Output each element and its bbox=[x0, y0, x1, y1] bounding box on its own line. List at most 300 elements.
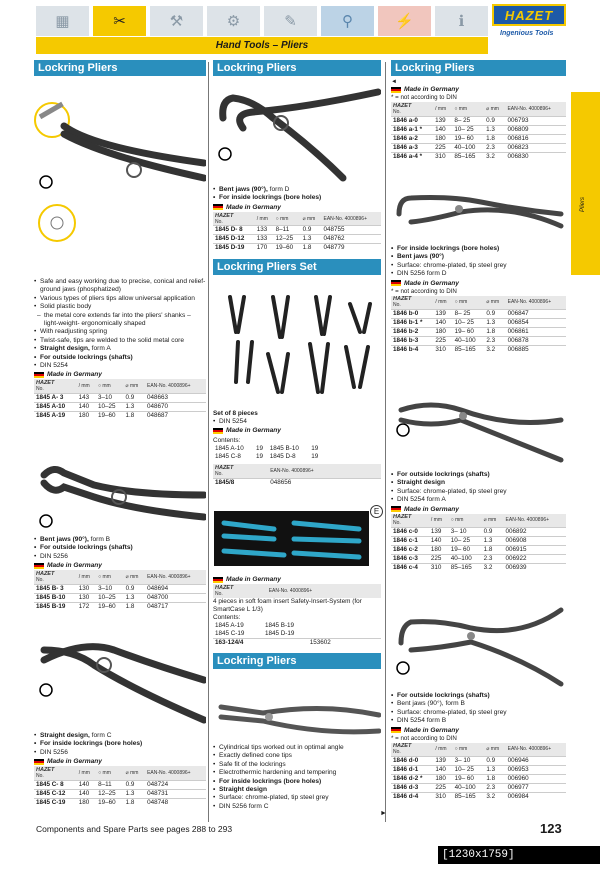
col2-form-d bbox=[213, 186, 381, 278]
table-cell: 19–60 bbox=[274, 244, 301, 253]
made-in-germany: Made in Germany bbox=[391, 505, 566, 514]
table-cell: 1845 A-19 bbox=[34, 411, 77, 420]
table-cell: 139 bbox=[433, 310, 452, 319]
table-row bbox=[391, 346, 566, 355]
table-cell: 1.3 bbox=[484, 319, 505, 328]
col3-c bbox=[391, 471, 566, 572]
table-cell: 180 bbox=[433, 775, 452, 784]
table-cell: 1846 d-0 bbox=[391, 757, 433, 766]
table-cell: 1846 d-3 bbox=[391, 784, 433, 793]
table-row bbox=[391, 766, 566, 775]
table-cell: 1845 C-19 bbox=[34, 798, 77, 807]
circle-e-badge: E bbox=[370, 505, 383, 518]
table-cell: 1.8 bbox=[124, 411, 145, 420]
table-cell: 85–165 bbox=[452, 152, 484, 161]
table-row bbox=[34, 593, 206, 602]
table-1846-a: HAZET No. / mm ○ mm ⌀ mm EAN-No. 4000896+ 1846 a-0 139 8– 25 0.9 006793 1846 a-1 * 140 10– 25 1.3 006809 1846 a-2 180 19– 60 1.8 006816 1846 a-3 225 40–100 2.3 006823 1846 a-4 * 310 85–165 3.2 006830 bbox=[391, 102, 566, 161]
table-form-a: HAZET No. / mm ○ mm ⌀ mm EAN-No. 4000896+ 1845 A- 3 143 3–10 0.9 048663 1845 A-10 140 10–25 1.3 048670 1845 A-19 180 19–60 1.8 048687 bbox=[34, 379, 206, 420]
table-cell: 0.9 bbox=[301, 226, 322, 235]
plier-1846-b-image bbox=[391, 184, 566, 242]
table-row bbox=[391, 125, 566, 134]
table-row bbox=[34, 584, 206, 593]
table-cell: 180 bbox=[77, 411, 96, 420]
col1-desc bbox=[34, 278, 206, 420]
table-cell: 006984 bbox=[506, 793, 566, 802]
table-row bbox=[391, 775, 566, 784]
bullet: • For outside lockrings (shafts) bbox=[391, 692, 566, 700]
bullet: • DIN 5254 bbox=[213, 418, 381, 426]
table-cell: 10– 25 bbox=[449, 537, 482, 546]
table-cell: 139 bbox=[429, 528, 449, 537]
table-cell: 3– 10 bbox=[453, 757, 485, 766]
table-cell: 3–10 bbox=[96, 584, 124, 593]
table-cell: 006861 bbox=[506, 328, 566, 337]
table-row bbox=[391, 152, 566, 161]
table-cell: 3.2 bbox=[482, 564, 504, 573]
table-cell: 3.2 bbox=[484, 152, 505, 161]
col1-form-b bbox=[34, 536, 206, 611]
table-row bbox=[391, 793, 566, 802]
table-1846-b: HAZET No. / mm ○ mm ⌀ mm EAN-No. 4000896+ 1846 b-0 139 8– 25 0.9 006847 1846 b-1 * 140 10– 25 1.3 006854 1846 b-2 180 19– 60 1.8 006861 1846 b-3 225 40–100 2.3 006878 1846 b-4 310 85–165 3.2 006885 bbox=[391, 296, 566, 355]
col1-form-c bbox=[34, 732, 206, 807]
foam-header: HAZET No. EAN-No. 4000896+ bbox=[213, 584, 381, 598]
table-cell: 1845 C- 8 bbox=[34, 780, 77, 789]
table-cell: 225 bbox=[433, 337, 452, 346]
bullet: • For inside lockrings (bore holes) bbox=[391, 245, 566, 253]
side-tab bbox=[571, 92, 600, 275]
table-cell: 140 bbox=[77, 780, 96, 789]
bullet: • Solid plastic body bbox=[34, 303, 206, 311]
table-cell: 006816 bbox=[505, 134, 566, 143]
table-row bbox=[34, 393, 206, 402]
table-cell: 0.9 bbox=[484, 757, 505, 766]
din-note: * = not according to DIN bbox=[391, 734, 457, 742]
bullet: • Surface: chrome-plated, tip steel grey bbox=[391, 709, 566, 717]
bullet: • For inside lockrings (bore holes) bbox=[213, 194, 381, 202]
tools-icon[interactable]: ⚙ bbox=[207, 6, 260, 36]
table-cell: 006854 bbox=[506, 319, 566, 328]
back-arrow-icon: ◄ bbox=[391, 79, 397, 85]
table-cell: 2.3 bbox=[484, 784, 505, 793]
table-cell: 1845 D-19 bbox=[213, 244, 255, 253]
table-cell: 140 bbox=[429, 537, 449, 546]
table-cell: 310 bbox=[433, 152, 452, 161]
table-cell: 1846 a-4 * bbox=[391, 152, 433, 161]
bullet: • For outside lockrings (shafts) bbox=[34, 354, 206, 362]
table-cell: 1846 a-3 bbox=[391, 143, 433, 152]
table-cell: 310 bbox=[433, 346, 452, 355]
table-cell: 10–25 bbox=[96, 593, 124, 602]
table-cell: 1846 a-2 bbox=[391, 134, 433, 143]
table-cell: 048670 bbox=[145, 402, 206, 411]
col2-foam bbox=[213, 575, 381, 672]
table-row bbox=[34, 780, 206, 789]
foam-table: 163-124/4 153602 bbox=[213, 638, 381, 647]
bullet: • Straight design bbox=[391, 479, 566, 487]
table-cell: 006885 bbox=[506, 346, 566, 355]
bullet: • With readjusting spring bbox=[34, 328, 206, 336]
col3-d bbox=[391, 692, 566, 801]
table-cell: 19–60 bbox=[96, 798, 124, 807]
table-cell: 006878 bbox=[506, 337, 566, 346]
table-cell: 1.3 bbox=[482, 537, 504, 546]
table-cell: 19–60 bbox=[96, 602, 124, 611]
table-cell: 0.9 bbox=[482, 528, 504, 537]
bullet: • For inside lockrings (bore holes) bbox=[213, 778, 381, 786]
made-in-germany: Made in Germany bbox=[391, 726, 566, 735]
table-cell: 048755 bbox=[322, 226, 382, 235]
col2-set bbox=[213, 410, 381, 487]
table-cell: 1845 B-10 bbox=[34, 593, 77, 602]
table-row bbox=[34, 602, 206, 611]
table-row bbox=[391, 143, 566, 152]
table-cell: 006892 bbox=[504, 528, 566, 537]
table-row bbox=[391, 546, 566, 555]
table-row bbox=[391, 337, 566, 346]
table-cell: 12–25 bbox=[96, 789, 124, 798]
table-cell: 006960 bbox=[506, 775, 566, 784]
germany-flag-icon bbox=[391, 727, 401, 733]
bullet: • Surface: chrome-plated, tip steel grey bbox=[391, 262, 566, 270]
table-cell: 006809 bbox=[505, 125, 566, 134]
table-1846-c: HAZET No. / mm ○ mm ⌀ mm EAN-No. 4000896+ 1846 c-0 139 3– 10 0.9 006892 1846 c-1 140 10– 25 1.3 006908 1846 c-2 180 19– 60 1.8 006915 1846 c-3 225 40–100 2.3 006922 1846 c-4 310 85–165 3.2 006939 bbox=[391, 514, 566, 573]
drawer-icon[interactable]: ▦ bbox=[36, 6, 89, 36]
table-cell: 006939 bbox=[504, 564, 566, 573]
table-cell: 006915 bbox=[504, 546, 566, 555]
table-cell: 180 bbox=[429, 546, 449, 555]
made-in-germany: Made in Germany bbox=[213, 575, 381, 584]
plier-1846-c-image bbox=[391, 380, 566, 468]
table-cell: 1846 b-3 bbox=[391, 337, 433, 346]
made-in-germany: Made in Germany bbox=[34, 370, 206, 379]
table-cell: 006922 bbox=[504, 555, 566, 564]
table-cell: 180 bbox=[433, 328, 452, 337]
made-in-germany: Made in Germany bbox=[34, 757, 206, 766]
table-row bbox=[391, 555, 566, 564]
germany-flag-icon bbox=[213, 204, 223, 210]
table-cell: 19– 60 bbox=[453, 328, 485, 337]
table-cell: 130 bbox=[77, 584, 96, 593]
germany-flag-icon bbox=[34, 563, 44, 569]
table-cell: 8–11 bbox=[96, 780, 124, 789]
table-cell: 1846 d-4 bbox=[391, 793, 433, 802]
din-note: * = not according to DIN bbox=[391, 94, 457, 101]
made-in-germany: Made in Germany bbox=[391, 279, 566, 288]
section-title: Lockring Pliers Set bbox=[213, 259, 381, 275]
table-cell: 8– 25 bbox=[452, 116, 484, 125]
plier-form-c-image bbox=[34, 620, 206, 730]
table-cell: 1.3 bbox=[484, 766, 505, 775]
table-cell: 40–100 bbox=[453, 784, 485, 793]
table-cell: 19– 60 bbox=[453, 775, 485, 784]
table-cell: 048779 bbox=[322, 244, 382, 253]
col3-b bbox=[391, 245, 566, 354]
table-cell: 048694 bbox=[145, 584, 206, 593]
foam-contents: 1845 A-19 1845 B-19 1845 C-19 1845 D-19 bbox=[215, 622, 295, 637]
table-cell: 140 bbox=[77, 789, 96, 798]
made-in-germany: Made in Germany bbox=[391, 85, 566, 94]
table-cell: 0.9 bbox=[124, 584, 145, 593]
table-cell: 1.3 bbox=[124, 402, 145, 411]
table-cell: 180 bbox=[77, 798, 96, 807]
column-divider bbox=[385, 62, 386, 822]
germany-flag-icon bbox=[34, 759, 44, 765]
table-cell: 3.2 bbox=[484, 793, 505, 802]
table-cell: 140 bbox=[77, 402, 96, 411]
bullet: • Surface: chrome-plated, tip steel grey bbox=[213, 794, 381, 802]
set-table: HAZET No. EAN-No. 4000896+ 1845/8 048656 bbox=[213, 464, 381, 487]
table-cell: 2.3 bbox=[484, 143, 505, 152]
table-cell: 048700 bbox=[145, 593, 206, 602]
table-cell: 40–100 bbox=[449, 555, 482, 564]
table-cell: 006953 bbox=[506, 766, 566, 775]
table-cell: 1.8 bbox=[484, 775, 505, 784]
table-cell: 048687 bbox=[145, 411, 206, 420]
table-cell: 8– 25 bbox=[453, 310, 485, 319]
table-row bbox=[391, 310, 566, 319]
table-cell: 006847 bbox=[506, 310, 566, 319]
table-row bbox=[391, 528, 566, 537]
table-row bbox=[213, 226, 381, 235]
saw-icon[interactable]: ⚡ bbox=[378, 6, 431, 36]
bullet: • Bent jaws (90°) bbox=[391, 253, 566, 261]
table-cell: 0.9 bbox=[124, 780, 145, 789]
table-cell: 2.3 bbox=[482, 555, 504, 564]
table-cell: 006793 bbox=[505, 116, 566, 125]
table-form-b: HAZET No. / mm ○ mm ⌀ mm EAN-No. 4000896+ 1845 B- 3 130 3–10 0.9 048694 1845 B-10 130 10–25 1.3 048700 1845 B-19 172 19–60 1.8 048717 bbox=[34, 570, 206, 611]
column-2 bbox=[213, 60, 381, 79]
germany-flag-icon bbox=[391, 87, 401, 93]
table-form-d: HAZET No. / mm ○ mm ⌀ mm EAN-No. 4000896+ 1845 D- 8 133 8–11 0.9 048755 1845 D-12 133 12–25 1.3 048762 1845 D-19 170 19–60 1.8 048779 bbox=[213, 212, 381, 253]
category-icons bbox=[36, 6, 488, 36]
set-desc: Set of 8 pieces bbox=[213, 410, 258, 417]
table-row bbox=[391, 134, 566, 143]
plier-form-a-image bbox=[34, 78, 206, 268]
table-cell: 2.3 bbox=[484, 337, 505, 346]
table-cell: 1846 c-1 bbox=[391, 537, 429, 546]
table-row bbox=[213, 244, 381, 253]
table-cell: 225 bbox=[433, 784, 452, 793]
table-row bbox=[391, 319, 566, 328]
table-cell: 006908 bbox=[504, 537, 566, 546]
table-cell: 140 bbox=[433, 766, 452, 775]
table-row bbox=[34, 411, 206, 420]
bullet: • DIN 5256 bbox=[34, 749, 206, 757]
table-row bbox=[391, 784, 566, 793]
bullet: • DIN 5256 form D bbox=[391, 270, 566, 278]
bullet: • Bent jaws (90°), form D bbox=[213, 186, 381, 194]
table-cell: 1845 A-10 bbox=[34, 402, 77, 411]
bullet: • Straight design, form A bbox=[34, 345, 206, 353]
germany-flag-icon bbox=[213, 577, 223, 583]
table-row bbox=[213, 235, 381, 244]
bullet: • For inside lockrings (bore holes) bbox=[34, 740, 206, 748]
table-cell: 1845 D- 8 bbox=[213, 226, 255, 235]
table-cell: 10– 25 bbox=[453, 766, 485, 775]
bullet: • Bent jaws (90°), form B bbox=[391, 700, 566, 708]
table-cell: 10– 25 bbox=[452, 125, 484, 134]
bullet: • Safe and easy working due to precise, conical and relief-ground jaws (phosphatized) bbox=[34, 278, 206, 295]
plier-1846-d-image bbox=[391, 598, 566, 690]
table-cell: 3– 10 bbox=[449, 528, 482, 537]
bullet: • For outside lockrings (shafts) bbox=[391, 471, 566, 479]
table-form-c: HAZET No. / mm ○ mm ⌀ mm EAN-No. 4000896+ 1845 C- 8 140 8–11 0.9 048724 1845 C-12 140 12–25 1.3 048731 1845 C-19 180 19–60 1.8 048748 bbox=[34, 766, 206, 807]
section-title: Lockring Pliers bbox=[34, 60, 206, 76]
table-cell: 048731 bbox=[145, 789, 206, 798]
bullet: • Electrothermic hardening and tempering bbox=[213, 769, 381, 777]
table-cell: 10–25 bbox=[96, 402, 124, 411]
bullet: • Safe fit of the lockrings bbox=[213, 761, 381, 769]
table-row bbox=[391, 757, 566, 766]
table-cell: 1.8 bbox=[482, 546, 504, 555]
hazet-logo: HAZET bbox=[492, 4, 566, 26]
bullet: • Cylindrical tips worked out in optimal angle bbox=[213, 744, 381, 752]
table-cell: 1846 b-0 bbox=[391, 310, 433, 319]
table-cell: 048724 bbox=[145, 780, 206, 789]
table-cell: 225 bbox=[433, 143, 452, 152]
bullet: • Various types of pliers tips allow universal application bbox=[34, 295, 206, 303]
wrench-icon[interactable]: ⚲ bbox=[321, 6, 374, 36]
table-cell: 1845 D-12 bbox=[213, 235, 255, 244]
table-cell: 133 bbox=[255, 235, 274, 244]
table-cell: 0.9 bbox=[124, 393, 145, 402]
table-cell: 048762 bbox=[322, 235, 382, 244]
table-cell: 048748 bbox=[145, 798, 206, 807]
bullet: • DIN 5254 form A bbox=[391, 496, 566, 504]
logo-tagline: Ingenious Tools bbox=[500, 30, 554, 37]
table-cell: 0.9 bbox=[484, 116, 505, 125]
table-cell: 006830 bbox=[505, 152, 566, 161]
table-cell: 139 bbox=[433, 757, 452, 766]
table-cell: 1.3 bbox=[124, 593, 145, 602]
table-cell: 1846 c-0 bbox=[391, 528, 429, 537]
bullet: • For outside lockrings (shafts) bbox=[34, 544, 206, 552]
section-title: Lockring Pliers bbox=[391, 60, 566, 76]
contents-table: 1845 A-10 19 1845 B-10 19 1845 C-8 19 1845 D-8 19 bbox=[215, 445, 319, 461]
column-3 bbox=[391, 60, 566, 161]
table-cell: 0.9 bbox=[484, 310, 505, 319]
table-cell: 1846 a-1 * bbox=[391, 125, 433, 134]
table-cell: 172 bbox=[77, 602, 96, 611]
table-cell: 133 bbox=[255, 226, 274, 235]
table-cell: 19– 60 bbox=[449, 546, 482, 555]
table-cell: 10– 25 bbox=[453, 319, 485, 328]
table-cell: 1846 d-1 bbox=[391, 766, 433, 775]
pliers-set-image bbox=[218, 292, 378, 397]
pliers-icon[interactable]: ✂ bbox=[93, 6, 146, 36]
table-cell: 1.8 bbox=[484, 328, 505, 337]
bullet: • Straight design, form C bbox=[34, 732, 206, 740]
bullet: • Straight design bbox=[213, 786, 381, 794]
table-cell: 006823 bbox=[505, 143, 566, 152]
table-cell: 1846 a-0 bbox=[391, 116, 433, 125]
bullet: • DIN 5256 bbox=[34, 553, 206, 561]
table-cell: 85–165 bbox=[453, 346, 485, 355]
table-row bbox=[391, 328, 566, 337]
continue-arrow-icon: ► bbox=[380, 810, 387, 817]
hammer-icon[interactable]: ⚒ bbox=[150, 6, 203, 36]
table-cell: 1.3 bbox=[301, 235, 322, 244]
table-row bbox=[34, 789, 206, 798]
plier-form-b-image bbox=[34, 455, 206, 535]
screwdriver-icon[interactable]: ✎ bbox=[264, 6, 317, 36]
bullet: • Bent jaws (90°), form B bbox=[34, 536, 206, 544]
made-in-germany: Made in Germany bbox=[213, 426, 381, 435]
table-cell: 40–100 bbox=[453, 337, 485, 346]
germany-flag-icon bbox=[391, 506, 401, 512]
category-header bbox=[0, 0, 600, 58]
table-cell: 006977 bbox=[506, 784, 566, 793]
bullet: • DIN 5256 form C bbox=[213, 803, 381, 811]
made-in-germany: Made in Germany bbox=[213, 203, 381, 212]
table-cell: 139 bbox=[433, 116, 452, 125]
column-divider bbox=[208, 62, 209, 822]
plier-chrome-c-image bbox=[213, 695, 381, 743]
info-icon[interactable]: ℹ bbox=[435, 6, 488, 36]
table-cell: 048717 bbox=[145, 602, 206, 611]
bullet: • DIN 5254 form B bbox=[391, 717, 566, 725]
table-cell: 1846 b-2 bbox=[391, 328, 433, 337]
table-cell: 1846 c-4 bbox=[391, 564, 429, 573]
table-cell: 19– 60 bbox=[452, 134, 484, 143]
table-cell: 310 bbox=[433, 793, 452, 802]
din-note: * = not according to DIN bbox=[391, 287, 457, 295]
table-row bbox=[391, 564, 566, 573]
section-title: Lockring Pliers bbox=[213, 60, 381, 76]
side-tab-label: Pliers bbox=[580, 196, 586, 212]
col2-lp-bullets bbox=[213, 744, 381, 811]
table-cell: 1846 d-2 * bbox=[391, 775, 433, 784]
table-row bbox=[34, 798, 206, 807]
table-cell: 048663 bbox=[145, 393, 206, 402]
bullet: • Surface: chrome-plated, tip steel grey bbox=[391, 488, 566, 496]
table-cell: 1845 B-19 bbox=[34, 602, 77, 611]
table-row bbox=[391, 537, 566, 546]
table-cell: 170 bbox=[255, 244, 274, 253]
table-cell: 85–165 bbox=[453, 793, 485, 802]
table-cell: 1845 B- 3 bbox=[34, 584, 77, 593]
germany-flag-icon bbox=[213, 428, 223, 434]
bullet: – the metal core extends far into the pliers' shanks – light-weight- ergonomically shaped bbox=[34, 312, 206, 329]
table-cell: 3–10 bbox=[96, 393, 124, 402]
table-cell: 143 bbox=[77, 393, 96, 402]
bullet: • DIN 5254 bbox=[34, 362, 206, 370]
table-cell: 1.3 bbox=[484, 125, 505, 134]
page-title: Hand Tools – Pliers bbox=[36, 37, 488, 54]
plier-form-d-image bbox=[213, 78, 381, 182]
made-in-germany: Made in Germany bbox=[34, 561, 206, 570]
table-cell: 1846 b-4 bbox=[391, 346, 433, 355]
table-cell: 140 bbox=[433, 125, 452, 134]
germany-flag-icon bbox=[34, 372, 44, 378]
table-cell: 3.2 bbox=[484, 346, 505, 355]
table-cell: 1.3 bbox=[124, 789, 145, 798]
table-cell: 1846 c-2 bbox=[391, 546, 429, 555]
table-cell: 130 bbox=[77, 593, 96, 602]
contents-label: Contents: bbox=[213, 614, 241, 621]
table-cell: 19–60 bbox=[96, 411, 124, 420]
table-cell: 40–100 bbox=[452, 143, 484, 152]
table-cell: 12–25 bbox=[274, 235, 301, 244]
table-cell: 1.8 bbox=[124, 602, 145, 611]
bullet: • Exactly defined cone tips bbox=[213, 752, 381, 760]
foam-desc: 4 pieces in soft foam insert Safety-Insert-System (for SmartCase L 1/3) bbox=[213, 598, 362, 613]
table-cell: 1.8 bbox=[484, 134, 505, 143]
germany-flag-icon bbox=[391, 280, 401, 286]
contents-label: Contents: bbox=[213, 437, 241, 445]
table-cell: 225 bbox=[429, 555, 449, 564]
table-cell: 85–165 bbox=[449, 564, 482, 573]
